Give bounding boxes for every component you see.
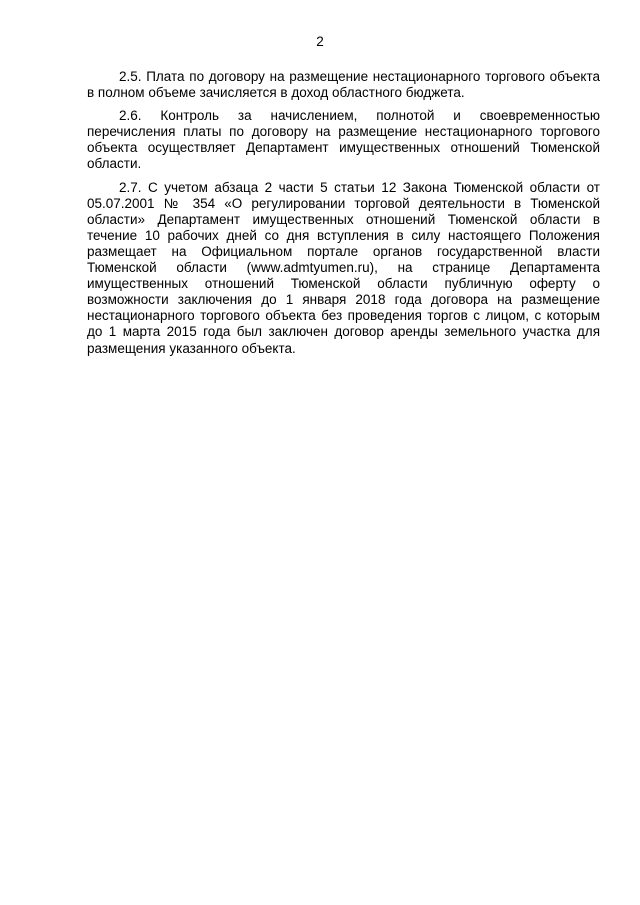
paragraph-2-6: 2.6. Контроль за начислением, полнотой и своевременностью перечисления платы по договору на размещение нестационарного торгового объекта осуществляет Департамент имущественных отношений Тюменской области.	[87, 108, 600, 172]
paragraph-2-5: 2.5. Плата по договору на размещение нестационарного торгового объекта в полном объеме зачисляется в доход областного бюджета.	[87, 69, 600, 101]
page-number: 2	[316, 34, 324, 49]
document-body	[87, 69, 600, 364]
paragraph-2-7: 2.7. С учетом абзаца 2 части 5 статьи 12 Закона Тюменской области от 05.07.2001 № 354 «О регулировании торговой деятельности в Тюменской области» Департамент имущественных отношений Тюменской области в течение 10 рабочих дней со дня вступления в силу настоящего Положения размещает на Официальном портале органов государственной власти Тюменской области (www.admtyumen.ru), на странице Департамента имущественных отношений Тюменской области публичную оферту о возможности заключения до 1 января 2018 года договора на размещение нестационарного торгового объекта без проведения торгов с лицом, с которым до 1 марта 2015 года был заключен договор аренды земельного участка для размещения указанного объекта.	[87, 179, 600, 356]
